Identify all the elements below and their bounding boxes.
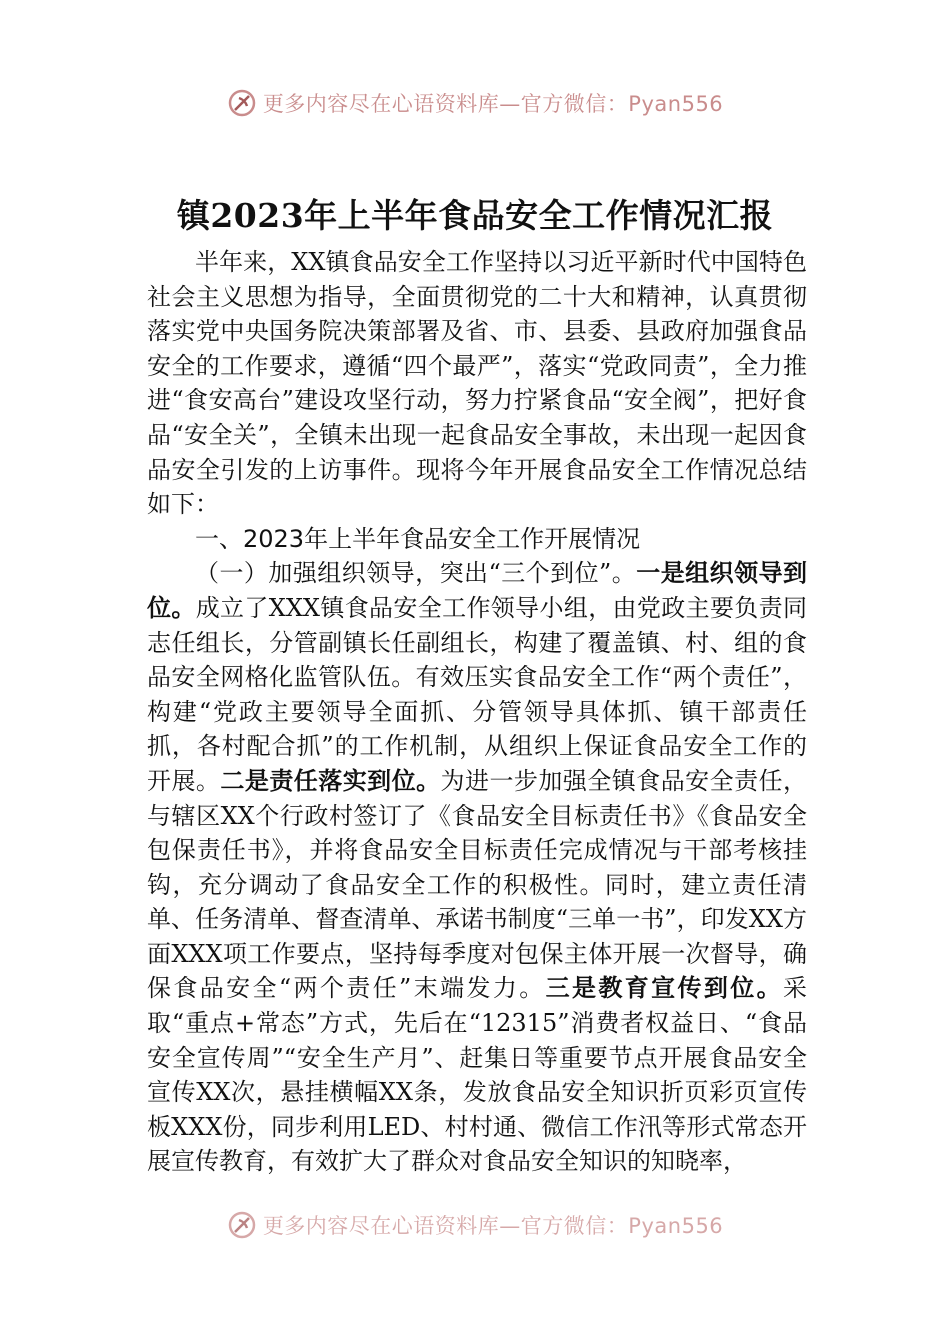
bold-point-1: 一是组织领导到位。 bbox=[147, 558, 807, 622]
brand-logo-icon bbox=[227, 88, 257, 118]
intro-paragraph: 半年来，XX镇食品安全工作坚持以习近平新时代中国特色社会主义思想为指导，全面贯彻党的二十大和精神，认真贯彻落实党中央国务院决策部署及省、市、县委、县政府加强食品安全的工作要求，遵循“四个最严”，落实“党政同责”，全力推进“食安高台”建设攻坚行动，努力拧紧食品“安全阀”，把好食品“安全关”，全镇未出现一起食品安全事故，未出现一起因食品安全引发的上访事件。现将今年开展食品安全工作情况总结如下： bbox=[147, 248, 807, 519]
document-title: 镇2023年上半年食品安全工作情况汇报 bbox=[176, 196, 774, 235]
bold-point-3: 三是教育宣传到位。 bbox=[545, 973, 783, 1003]
watermark-header bbox=[0, 88, 950, 118]
section-heading: 一、2023年上半年食品安全工作开展情况 bbox=[195, 524, 641, 553]
point-2-text: 为进一步加强全镇食品安全责任，与辖区XX个行政村签订了《食品安全目标责任书》《食品安全包保责任书》，并将食品安全目标责任完成情况与干部考核挂钩，充分调动了食品安全工作的积极性。同时，建立责任清单、任务清单、督查清单、承诺书制度“三单一书”，印发XX方面XXX项工作要点，坚持每季度对包保主体开展一次督导，确保食品安全“两个责任”末端发力。 bbox=[147, 766, 808, 1003]
point-1-text: 成立了XXX镇食品安全工作领导小组，由党政主要负责同志任组长，分管副镇长任副组长，构建了覆盖镇、村、组的食品安全网格化监管队伍。有效压实食品安全工作“两个责任”，构建“党政主要领导全面抓、分管领导具体抓、镇干部责任抓，各村配合抓”的工作机制，从组织上保证食品安全工作的开展。 bbox=[147, 593, 807, 795]
watermark-footer bbox=[0, 1210, 950, 1240]
brand-logo-icon bbox=[227, 1210, 257, 1240]
point-3-text: 采取“重点+常态”方式，先后在“12315”消费者权益日、“食品安全宣传周”“安全生产月”、赶集日等重要节点开展食品安全宣传XX次，悬挂横幅XX条，发放食品安全知识折页彩页宣传板XXX份，同步利用LED、村村通、微信工作汛等形式常态开展宣传教育，有效扩大了群众对食品安全知识的知晓率， bbox=[147, 974, 807, 1176]
watermark-text: 更多内容尽在心语资料库—官方微信：Pyan556 bbox=[262, 1214, 724, 1238]
section-paragraph bbox=[147, 556, 807, 1179]
bold-point-2: 二是责任落实到位。 bbox=[220, 765, 441, 795]
watermark-text: 更多内容尽在心语资料库—官方微信：Pyan556 bbox=[262, 92, 724, 116]
document-body bbox=[147, 245, 807, 1179]
subsection-lead: （一）加强组织领导，突出“三个到位”。 bbox=[195, 559, 637, 588]
